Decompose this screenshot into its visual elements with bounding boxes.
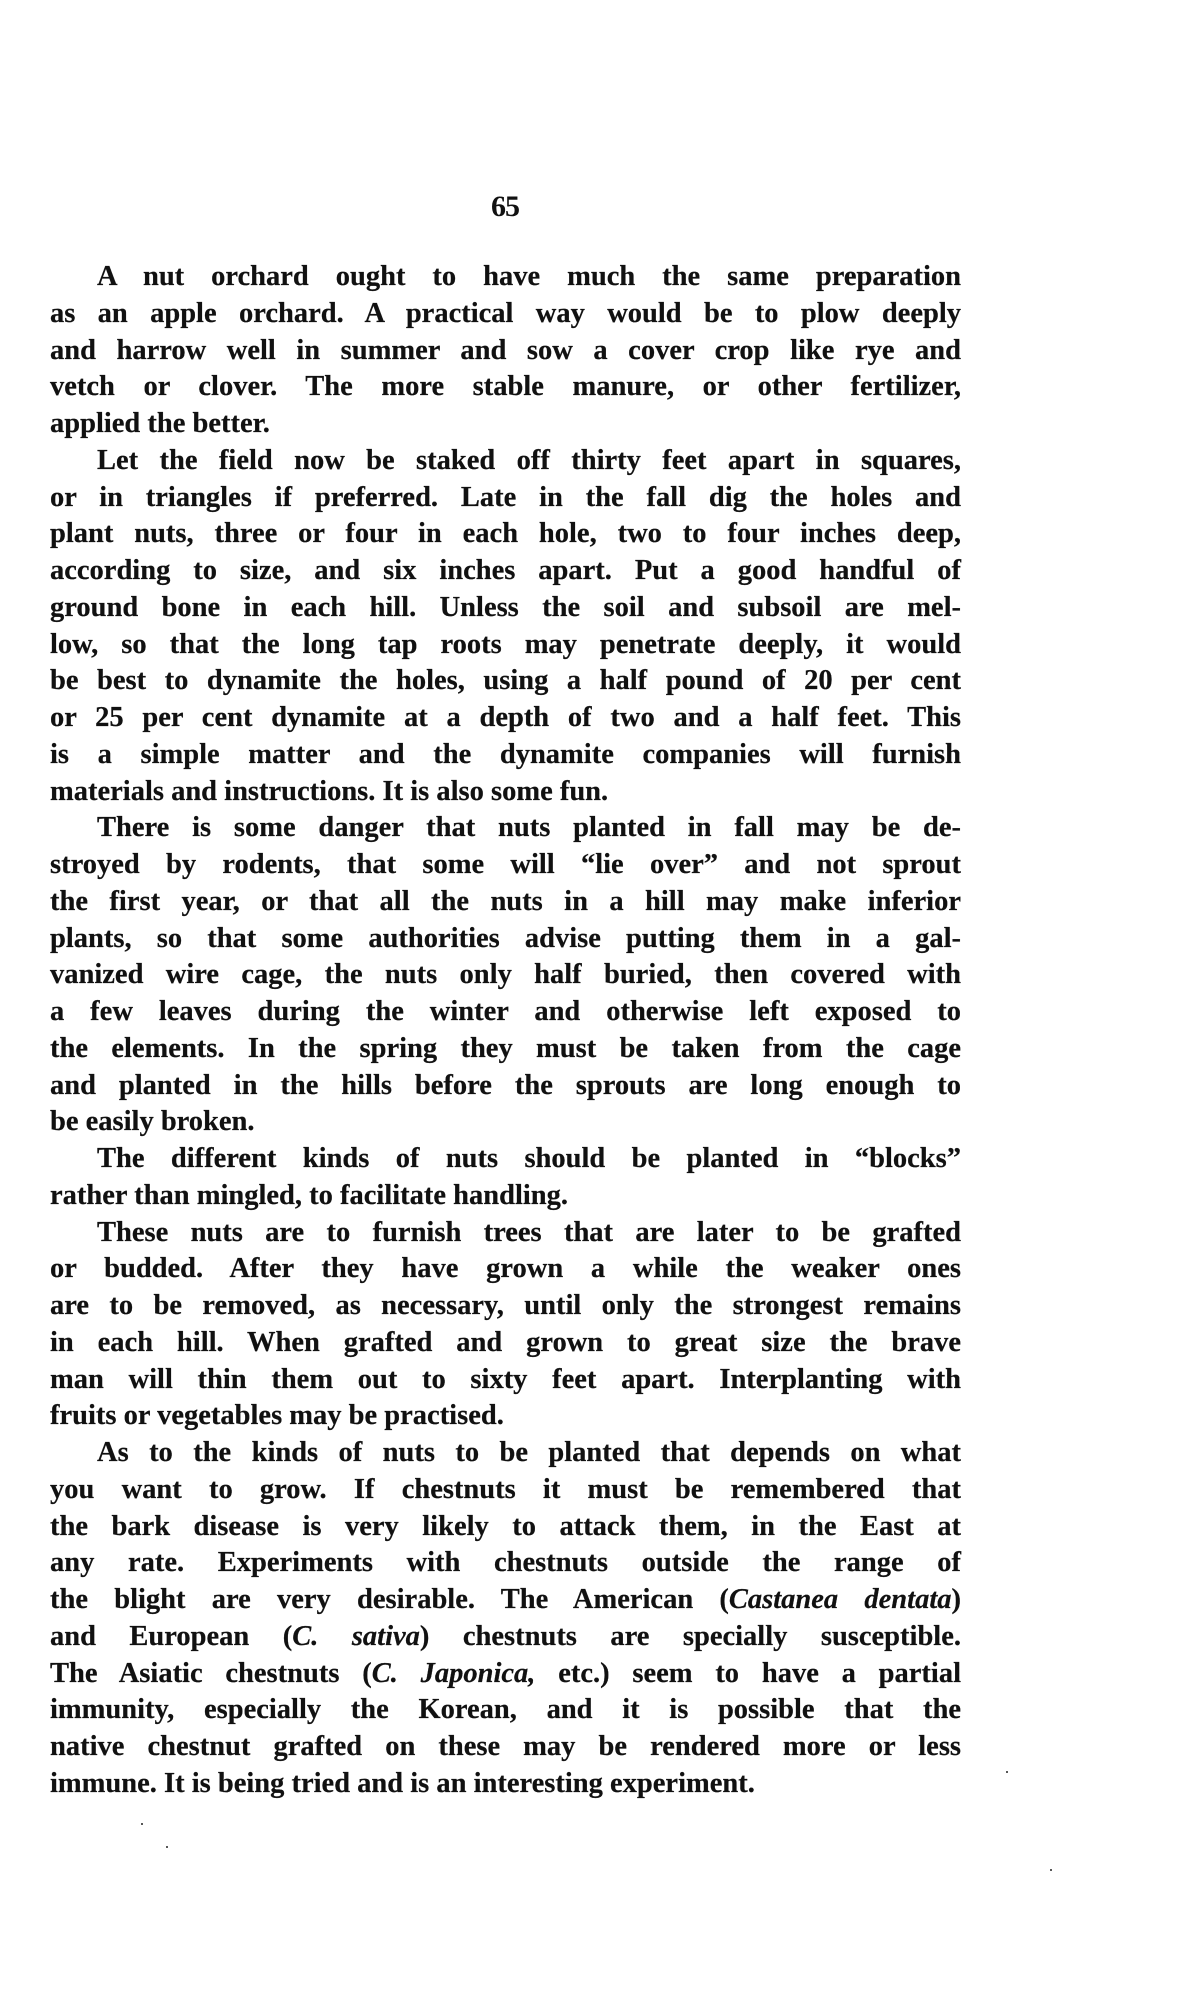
text-line: the elements. In the spring they must be taken from the cage — [50, 1032, 961, 1064]
paragraph — [50, 1215, 961, 1436]
text-line: a few leaves during the winter and otherwise left exposed to — [50, 996, 961, 1027]
text-line: plant nuts, three or four in each hole, two to four inches deep, — [50, 518, 961, 550]
text-line: There is some danger that nuts planted in fall may be de- — [97, 812, 961, 844]
page-number: 65 — [491, 190, 519, 223]
text-line: immune. It is being tried and is an interesting experiment. — [50, 1767, 755, 1799]
text-line: are to be removed, as necessary, until only the strongest remains — [50, 1290, 961, 1321]
text-line: The Asiatic chestnuts (C. Japonica, etc.) seem to have a partial — [50, 1657, 961, 1689]
text-line: be best to dynamite the holes, using a half pound of 20 per cent — [50, 665, 961, 697]
text-line: low, so that the long tap roots may penetrate deeply, it would — [50, 628, 961, 660]
text-line: The different kinds of nuts should be planted in “blocks” — [97, 1143, 961, 1174]
text-line: as an apple orchard. A practical way would be to plow deeply — [50, 297, 961, 329]
paragraph — [50, 443, 961, 811]
scan-speck — [1006, 1771, 1008, 1773]
scan-speck — [141, 1823, 143, 1825]
body-text — [50, 259, 961, 1803]
text-line: and European (C. sativa) chestnuts are specially susceptible. — [50, 1620, 961, 1652]
text-line: immunity, especially the Korean, and it is possible that the — [50, 1694, 961, 1726]
text-line: the blight are very desirable. The American (Castanea dentata) — [50, 1584, 961, 1615]
text-line: man will thin them out to sixty feet apart. Interplanting with — [50, 1363, 961, 1395]
text-line: or 25 per cent dynamite at a depth of two and a half feet. This — [50, 702, 961, 733]
text-line: the bark disease is very likely to attack them, in the East at — [50, 1510, 961, 1542]
text-line: any rate. Experiments with chestnuts outside the range of — [50, 1547, 961, 1579]
text-line: A nut orchard ought to have much the same preparation — [97, 261, 961, 292]
text-line: materials and instructions. It is also some fun. — [50, 775, 609, 807]
text-line: As to the kinds of nuts to be planted that depends on what — [97, 1437, 961, 1468]
text-line: stroyed by rodents, that some will “lie over” and not sprout — [50, 849, 961, 880]
scan-speck — [1050, 1869, 1052, 1871]
text-line: is a simple matter and the dynamite companies will furnish — [50, 738, 961, 770]
text-line: Let the field now be staked off thirty feet apart in squares, — [97, 444, 961, 476]
paragraph — [50, 259, 961, 443]
text-line: be easily broken. — [50, 1106, 255, 1138]
text-line: plants, so that some authorities advise putting them in a gal- — [50, 922, 961, 954]
text-line: and harrow well in summer and sow a cover crop like rye and — [50, 334, 961, 366]
text-line: vanized wire cage, the nuts only half buried, then covered with — [50, 959, 961, 991]
text-line: rather than mingled, to facilitate handling. — [50, 1179, 569, 1211]
paragraph — [50, 810, 961, 1141]
text-line: or in triangles if preferred. Late in the fall dig the holes and — [50, 481, 961, 513]
text-line: or budded. After they have grown a while the weaker ones — [50, 1253, 961, 1285]
text-line: vetch or clover. The more stable manure, or other fertilizer, — [50, 371, 961, 403]
paragraph — [50, 1435, 961, 1803]
text-line: fruits or vegetables may be practised. — [50, 1400, 504, 1432]
text-line: according to size, and six inches apart. Put a good handful of — [50, 555, 961, 586]
scan-speck — [166, 1846, 168, 1848]
text-line: and planted in the hills before the sprouts are long enough to — [50, 1069, 961, 1101]
text-line: native chestnut grafted on these may be rendered more or less — [50, 1731, 961, 1762]
paragraph — [50, 1141, 961, 1215]
text-line: in each hill. When grafted and grown to great size the brave — [50, 1326, 961, 1358]
text-line: you want to grow. If chestnuts it must be remembered that — [50, 1473, 961, 1505]
text-line: applied the better. — [50, 408, 270, 439]
text-line: ground bone in each hill. Unless the soil and subsoil are mel- — [50, 591, 961, 623]
text-line: These nuts are to furnish trees that are later to be grafted — [97, 1216, 961, 1248]
text-line: the first year, or that all the nuts in a hill may make inferior — [50, 885, 961, 917]
